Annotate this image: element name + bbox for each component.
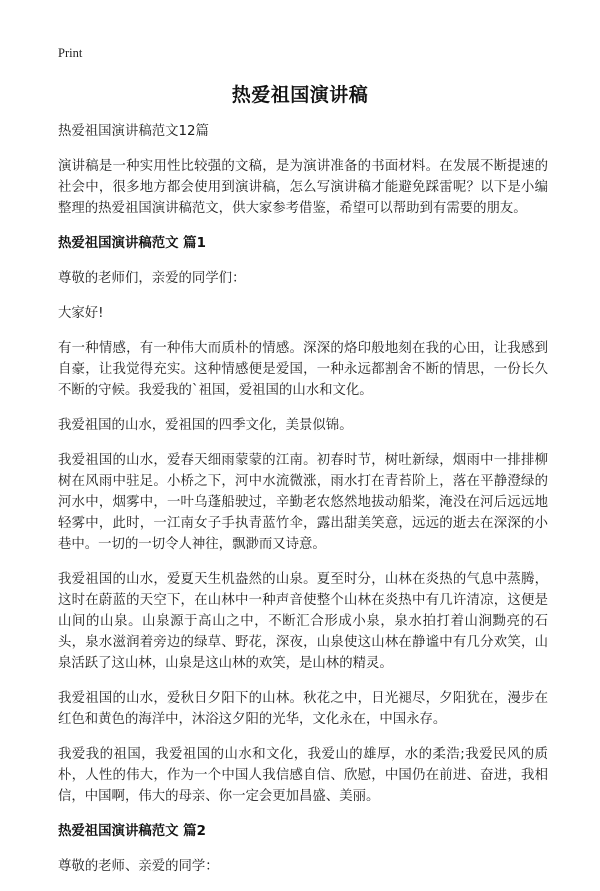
document-body: [58, 121, 548, 891]
section1-hello: 大家好!: [58, 306, 104, 321]
page-title: 热爱祖国演讲稿: [231, 84, 369, 106]
section-heading-2: 热爱祖国演讲稿范文 篇2: [58, 824, 206, 839]
section1-paragraph-3: 我爱祖国的山水，爱春天细雨蒙蒙的江南。初春时节，树吐新绿，烟雨中一排排柳树在风雨中驻足。小桥之下，河中水流微涨，雨水打在青苔阶上，落在平静澄绿的河水中，烟雾中，一叶乌蓬船驶过，辛勤老农悠然地拔动船桨，淹没在河后远远地轻雾中，此时，一江南女子手执青蓝竹伞，露出甜美笑意，远远的逝去在深深的小巷中。一切的一切令人神往，飘渺而又诗意。: [58, 453, 548, 552]
section1-paragraph-5: 我爱祖国的山水，爱秋日夕阳下的山林。秋花之中，日光褪尽，夕阳犹在，漫步在红色和黄色的海洋中，沐浴这夕阳的光华，文化永在，中国永存。: [58, 691, 548, 727]
section1-paragraph-1: 有一种情感，有一种伟大而质朴的情感。深深的烙印般地刻在我的心田，让我感到自豪，让我觉得充实。这种情感便是爱国，一种永远都割舍不断的情思，一份长久不断的守候。我爱我的`祖国，爱祖国的山水和文化。: [58, 341, 548, 398]
print-link[interactable]: Print: [58, 46, 83, 60]
section1-paragraph-4: 我爱祖国的山水，爱夏天生机盎然的山泉。夏至时分，山林在炎热的气息中蒸腾，这时在蔚蓝的天空下，在山林中一种声音使整个山林在炎热中有几许清凉，这便是山间的山泉。山泉源于高山之中，不断汇合形成小泉，泉水拍打着山涧黝亮的石头，泉水滋润着旁边的绿草、野花，深夜，山泉使这山林在静谧中有几分欢笑，山泉活跃了这山林，山泉是这山林的欢笑，是山林的精灵。: [58, 572, 548, 671]
section-heading-1: 热爱祖国演讲稿范文 篇1: [58, 236, 206, 251]
section1-paragraph-6: 我爱我的祖国，我爱祖国的山水和文化，我爱山的雄厚，水的柔浩;我爱民风的质朴，人性的伟大，作为一个中国人我信感自信、欣慰，中国仍在前进、奋进，我相信，中国啊，伟大的母亲、你一定会更加昌盛、美丽。: [58, 747, 548, 804]
intro-paragraph: 演讲稿是一种实用性比较强的文稿，是为演讲准备的书面材料。在发展不断提速的社会中，很多地方都会使用到演讲稿，怎么写演讲稿才能避免踩雷呢？以下是小编整理的热爱祖国演讲稿范文，供大家参考借鉴，希望可以帮助到有需要的朋友。: [58, 159, 548, 216]
section1-paragraph-2: 我爱祖国的山水，爱祖国的四季文化，美景似锦。: [58, 418, 353, 433]
document-subtitle: 热爱祖国演讲稿范文12篇: [58, 124, 209, 139]
section1-greeting: 尊敬的老师们，亲爱的同学们：: [58, 271, 246, 286]
section2-greeting: 尊敬的老师、亲爱的同学：: [58, 859, 219, 874]
